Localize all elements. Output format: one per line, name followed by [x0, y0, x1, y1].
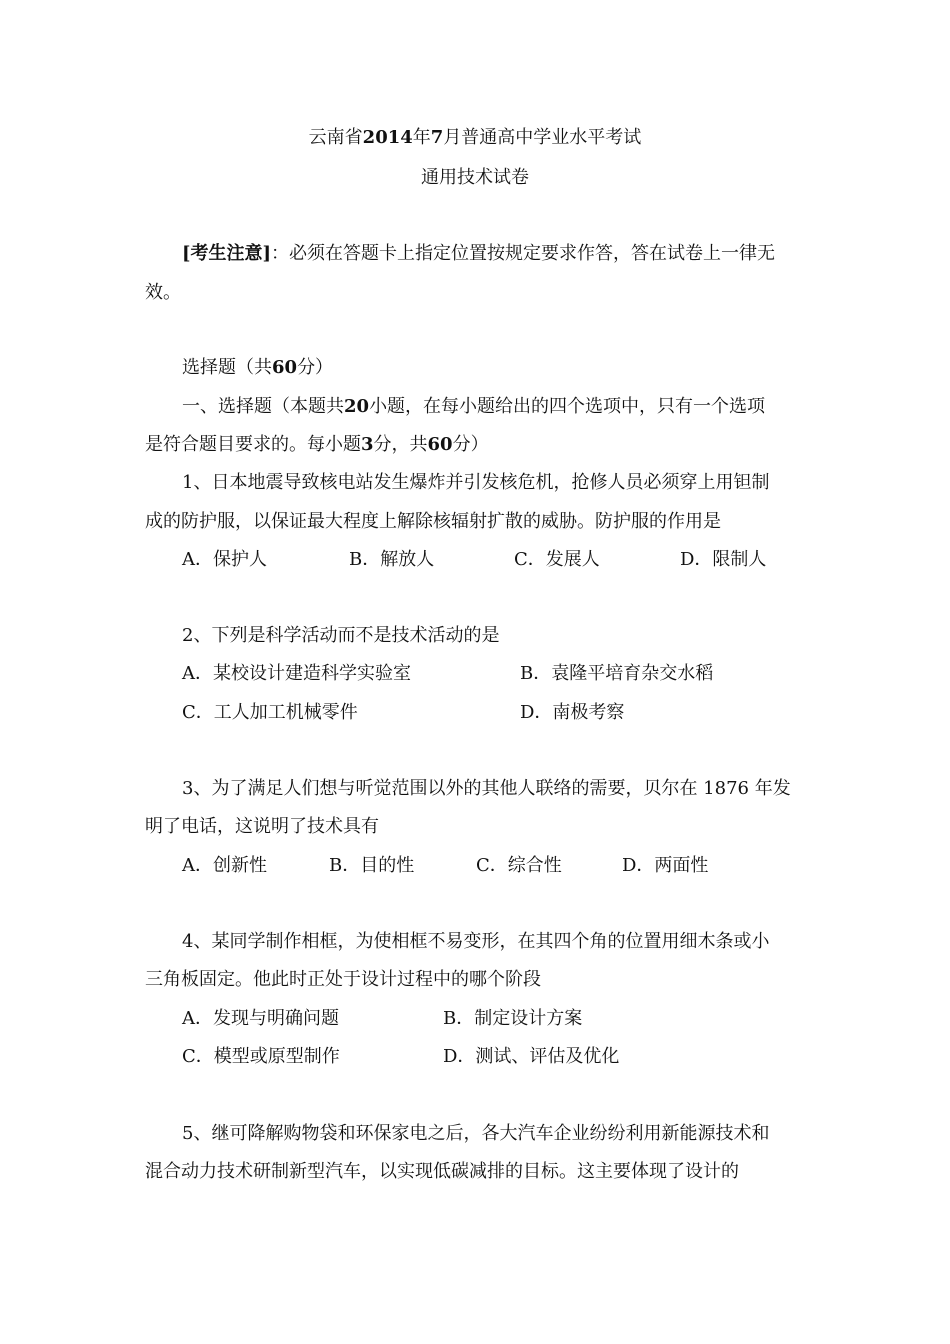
- question-1-option-c[interactable]: C．发展人: [514, 549, 600, 570]
- question-5-stem: 5、继可降解购物袋和环保家电之后，各大汽车企业纷纷利用新能源技术和: [182, 1123, 770, 1144]
- question-1-option-a[interactable]: A．保护人: [182, 549, 267, 570]
- heading-text: 分）: [297, 357, 334, 378]
- question-4-stem-cont: 三角板固定。他此时正处于设计过程中的哪个阶段: [145, 969, 541, 990]
- question-3-option-c[interactable]: C．综合性: [476, 855, 562, 876]
- question-4-option-b[interactable]: B．制定设计方案: [443, 1008, 583, 1029]
- question-2-stem: 2、下列是科学活动而不是技术活动的是: [182, 625, 500, 646]
- title-month: 7: [430, 127, 444, 148]
- question-3-option-b[interactable]: B．目的性: [329, 855, 415, 876]
- section-intro-cont: [145, 434, 489, 456]
- title-text: 云南省: [308, 127, 363, 148]
- question-2-option-a[interactable]: A．某校设计建造科学实验室: [182, 663, 411, 684]
- title-year: 2014: [362, 127, 413, 148]
- question-4-option-c[interactable]: C．模型或原型制作: [182, 1046, 340, 1067]
- title-text: 年: [412, 127, 431, 148]
- notice-text: ：必须在答题卡上指定位置按规定要求作答，答在试卷上一律无: [271, 243, 776, 264]
- intro-text: 分）: [452, 434, 489, 455]
- intro-text: 一、选择题（本题共: [182, 396, 344, 417]
- section-intro: [182, 396, 765, 418]
- heading-score: 60: [272, 357, 298, 378]
- question-2-option-c[interactable]: C．工人加工机械零件: [182, 702, 358, 723]
- section-heading: [182, 357, 333, 379]
- exam-subtitle: 通用技术试卷: [421, 167, 529, 188]
- question-2-option-d[interactable]: D．南极考察: [520, 702, 625, 723]
- question-1-option-d[interactable]: D．限制人: [680, 549, 767, 570]
- question-1-stem-cont: 成的防护服，以保证最大程度上解除核辐射扩散的威胁。防护服的作用是: [145, 511, 721, 532]
- intro-total: 60: [427, 434, 453, 455]
- question-3-option-a[interactable]: A．创新性: [182, 855, 267, 876]
- notice-label: [考生注意]: [182, 243, 272, 264]
- question-1-stem: 1、日本地震导致核电站发生爆炸并引发核危机，抢修人员必须穿上用钽制: [182, 472, 770, 493]
- question-4-option-a[interactable]: A．发现与明确问题: [182, 1008, 339, 1029]
- title-text: 月普通高中学业水平考试: [443, 127, 642, 148]
- question-1-option-b[interactable]: B．解放人: [349, 549, 435, 570]
- question-3-stem-cont: 明了电话，这说明了技术具有: [145, 816, 379, 837]
- question-4-option-d[interactable]: D．测试、评估及优化: [443, 1046, 620, 1067]
- exam-title: [0, 127, 950, 149]
- intro-text: 分，共: [373, 434, 428, 455]
- question-4-stem: 4、某同学制作相框，为使相框不易变形，在其四个角的位置用细木条或小: [182, 931, 770, 952]
- notice-line: [182, 243, 775, 265]
- question-2-option-b[interactable]: B．袁隆平培育杂交水稻: [520, 663, 714, 684]
- intro-text: 小题，在每小题给出的四个选项中，只有一个选项: [369, 396, 766, 417]
- question-5-stem-cont: 混合动力技术研制新型汽车，以实现低碳减排的目标。这主要体现了设计的: [145, 1161, 739, 1182]
- heading-text: 选择题（共: [182, 357, 272, 378]
- intro-count: 20: [344, 396, 370, 417]
- notice-text-cont: 效。: [145, 282, 181, 303]
- intro-text: 是符合题目要求的。每小题: [145, 434, 361, 455]
- intro-points: 3: [361, 434, 374, 455]
- question-3-option-d[interactable]: D．两面性: [622, 855, 709, 876]
- question-3-stem: 3、为了满足人们想与听觉范围以外的其他人联络的需要，贝尔在 1876 年发: [182, 778, 791, 799]
